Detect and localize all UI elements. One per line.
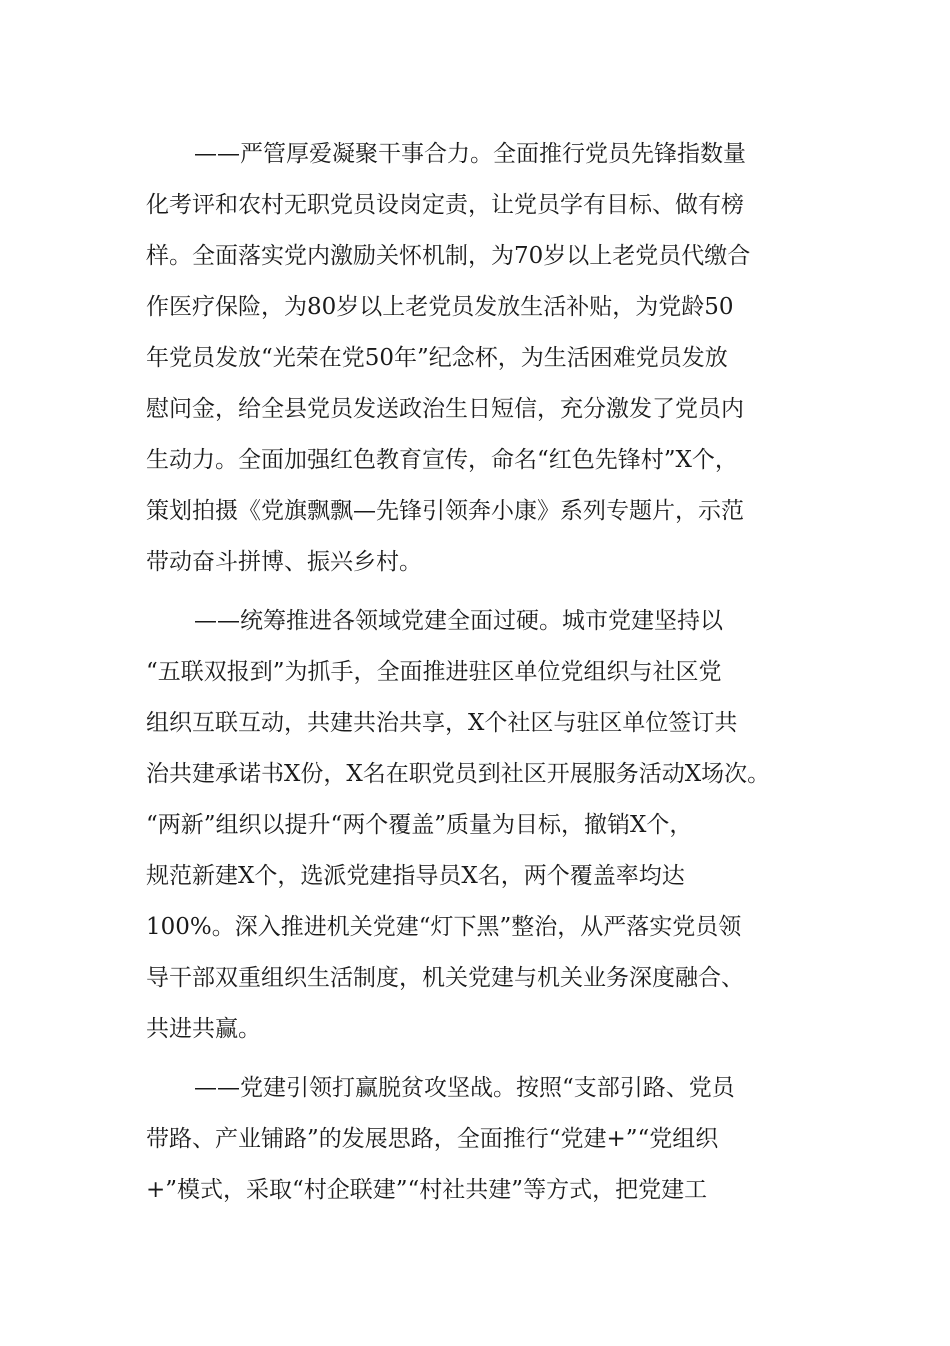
paragraph-line: 策划拍摄《党旗飘飘—先锋引领奔小康》系列专题片，示范	[146, 498, 744, 524]
paragraph-line: “五联双报到”为抓手，全面推进驻区单位党组织与社区党	[146, 659, 722, 685]
paragraph-line: 规范新建X个，选派党建指导员X名，两个覆盖率均达	[146, 863, 685, 889]
paragraph-line: 100%。深入推进机关党建“灯下黑”整治，从严落实党员领	[146, 914, 742, 940]
paragraph-line: 导干部双重组织生活制度，机关党建与机关业务深度融合、	[146, 965, 744, 991]
paragraph-line: ——党建引领打赢脱贫攻坚战。按照“支部引路、党员	[194, 1075, 735, 1101]
paragraph-line: 组织互联互动，共建共治共享，X个社区与驻区单位签订共	[146, 710, 738, 736]
paragraph-line: 样。全面落实党内激励关怀机制，为70岁以上老党员代缴合	[146, 243, 751, 269]
paragraph-line: 年党员发放“光荣在党50年”纪念杯，为生活困难党员发放	[146, 345, 728, 371]
paragraph-line: 带动奋斗拼博、振兴乡村。	[146, 549, 422, 575]
paragraph-line: “两新”组织以提升“两个覆盖”质量为目标，撤销X个，	[146, 812, 693, 838]
paragraph-line: ——统筹推进各领域党建全面过硬。城市党建坚持以	[194, 608, 723, 634]
paragraph-line: 化考评和农村无职党员设岗定责，让党员学有目标、做有榜	[146, 192, 744, 218]
paragraph-line: 慰问金，给全县党员发送政治生日短信，充分激发了党员内	[146, 396, 744, 422]
paragraph-line: 生动力。全面加强红色教育宣传，命名“红色先锋村”X个，	[146, 447, 738, 473]
paragraph-poverty-alleviation	[146, 1063, 826, 1216]
paragraph-line: ——严管厚爱凝聚干事合力。全面推行党员先锋指数量	[194, 141, 746, 167]
paragraph-line: 治共建承诺书X份，X名在职党员到社区开展服务活动X场次。	[146, 761, 771, 787]
paragraph-line: 作医疗保险，为80岁以上老党员发放生活补贴，为党龄50	[146, 294, 734, 320]
paragraph-all-sector-party-building	[146, 596, 826, 1055]
paragraph-line: 共进共赢。	[146, 1016, 261, 1042]
paragraph-line: +”模式，采取“村企联建”“村社共建”等方式，把党建工	[146, 1177, 708, 1203]
paragraph-line: 带路、产业铺路”的发展思路，全面推行“党建+”“党组织	[146, 1126, 719, 1152]
paragraph-party-member-care	[146, 129, 826, 588]
